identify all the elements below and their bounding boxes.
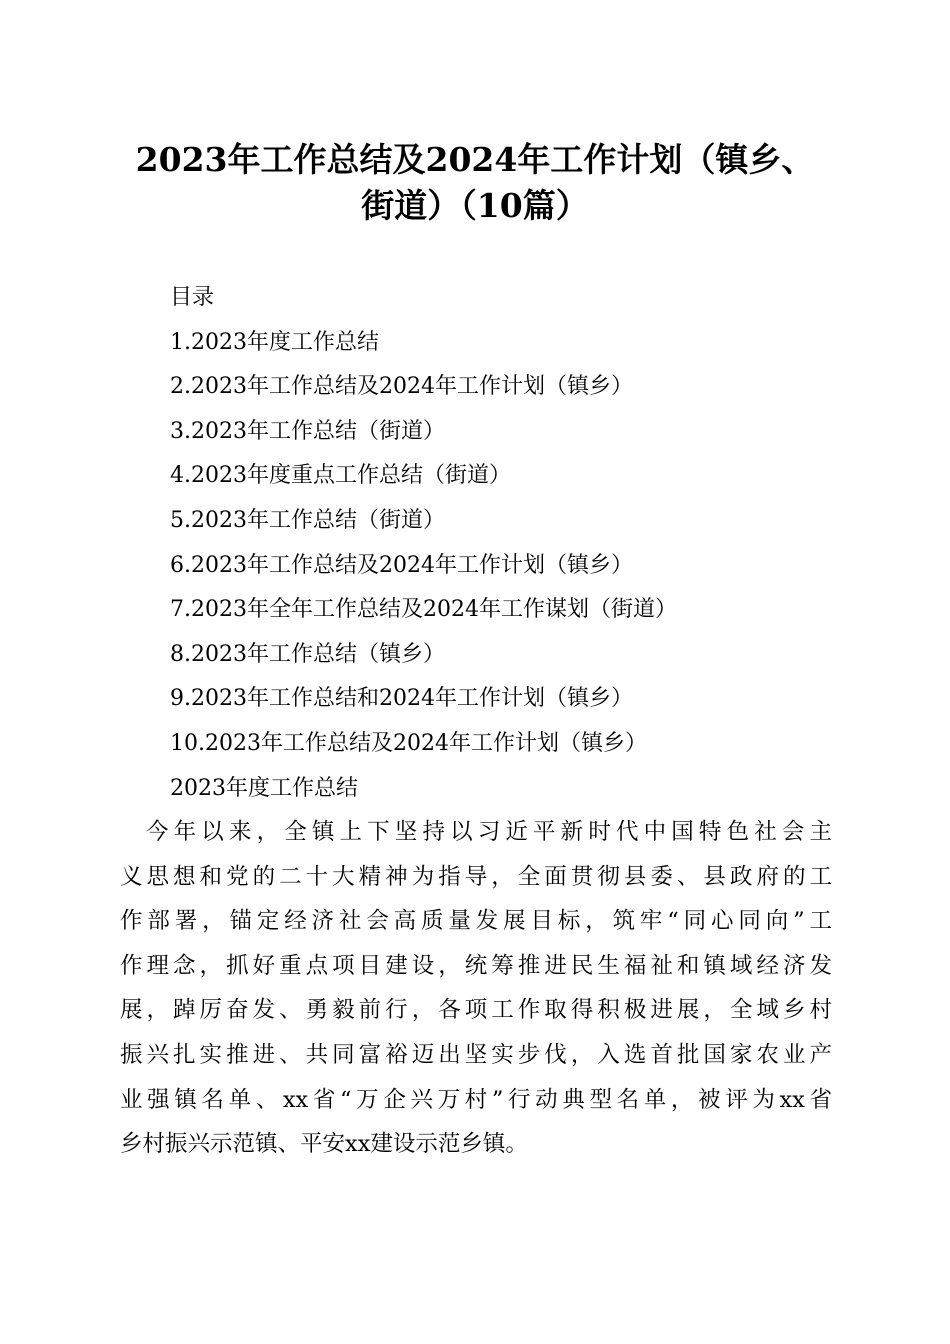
paragraph-line: 今年以来，全镇上下坚持以习近平新时代中国特色社会主: [146, 819, 832, 845]
paragraph-line: 振兴扎实推进、共同富裕迈出坚实步伐，入选首批国家农业产: [120, 1041, 832, 1068]
toc-item: 2.2023年工作总结及2024年工作计划（镇乡）: [170, 374, 633, 400]
toc-item: 9.2023年工作总结和2024年工作计划（镇乡）: [170, 686, 633, 712]
toc-item: 1.2023年度工作总结: [170, 329, 379, 355]
paragraph-line: 乡村振兴示范镇、平安xx建设示范乡镇。: [120, 1131, 528, 1158]
paragraph-line: 作理念，抓好重点项目建设，统筹推进民生福祉和镇域经济发: [120, 952, 832, 979]
document-title: [100, 137, 850, 229]
toc-item: 6.2023年工作总结及2024年工作计划（镇乡）: [170, 552, 633, 578]
toc-item: 3.2023年工作总结（街道）: [170, 418, 445, 444]
toc-item: 7.2023年全年工作总结及2024年工作谋划（街道）: [170, 597, 677, 623]
toc-item: 10.2023年工作总结及2024年工作计划（镇乡）: [170, 730, 647, 756]
title-line-1: 2023年工作总结及2024年工作计划（镇乡、: [135, 140, 815, 179]
paragraph-line: 义思想和党的二十大精神为指导，全面贯彻县委、县政府的工: [120, 863, 832, 890]
toc-item: 5.2023年工作总结（街道）: [170, 507, 445, 533]
table-of-contents: [170, 276, 677, 811]
title-line-2: 街道）（10篇）: [361, 186, 589, 225]
toc-heading: 目录: [170, 285, 215, 310]
paragraph-line: 业强镇名单、xx省“万企兴万村”行动典型名单，被评为xx省: [120, 1086, 832, 1113]
section-heading: 2023年度工作总结: [170, 775, 358, 801]
toc-item: 8.2023年工作总结（镇乡）: [170, 641, 445, 667]
toc-item: 4.2023年度重点工作总结（街道）: [170, 463, 511, 489]
paragraph-line: 展，踔厉奋发、勇毅前行，各项工作取得积极进展，全域乡村: [120, 997, 832, 1024]
body-paragraph: [120, 810, 832, 1167]
paragraph-line: 作部署，锚定经济社会高质量发展目标，筑牢“同心同向”工: [120, 908, 832, 935]
